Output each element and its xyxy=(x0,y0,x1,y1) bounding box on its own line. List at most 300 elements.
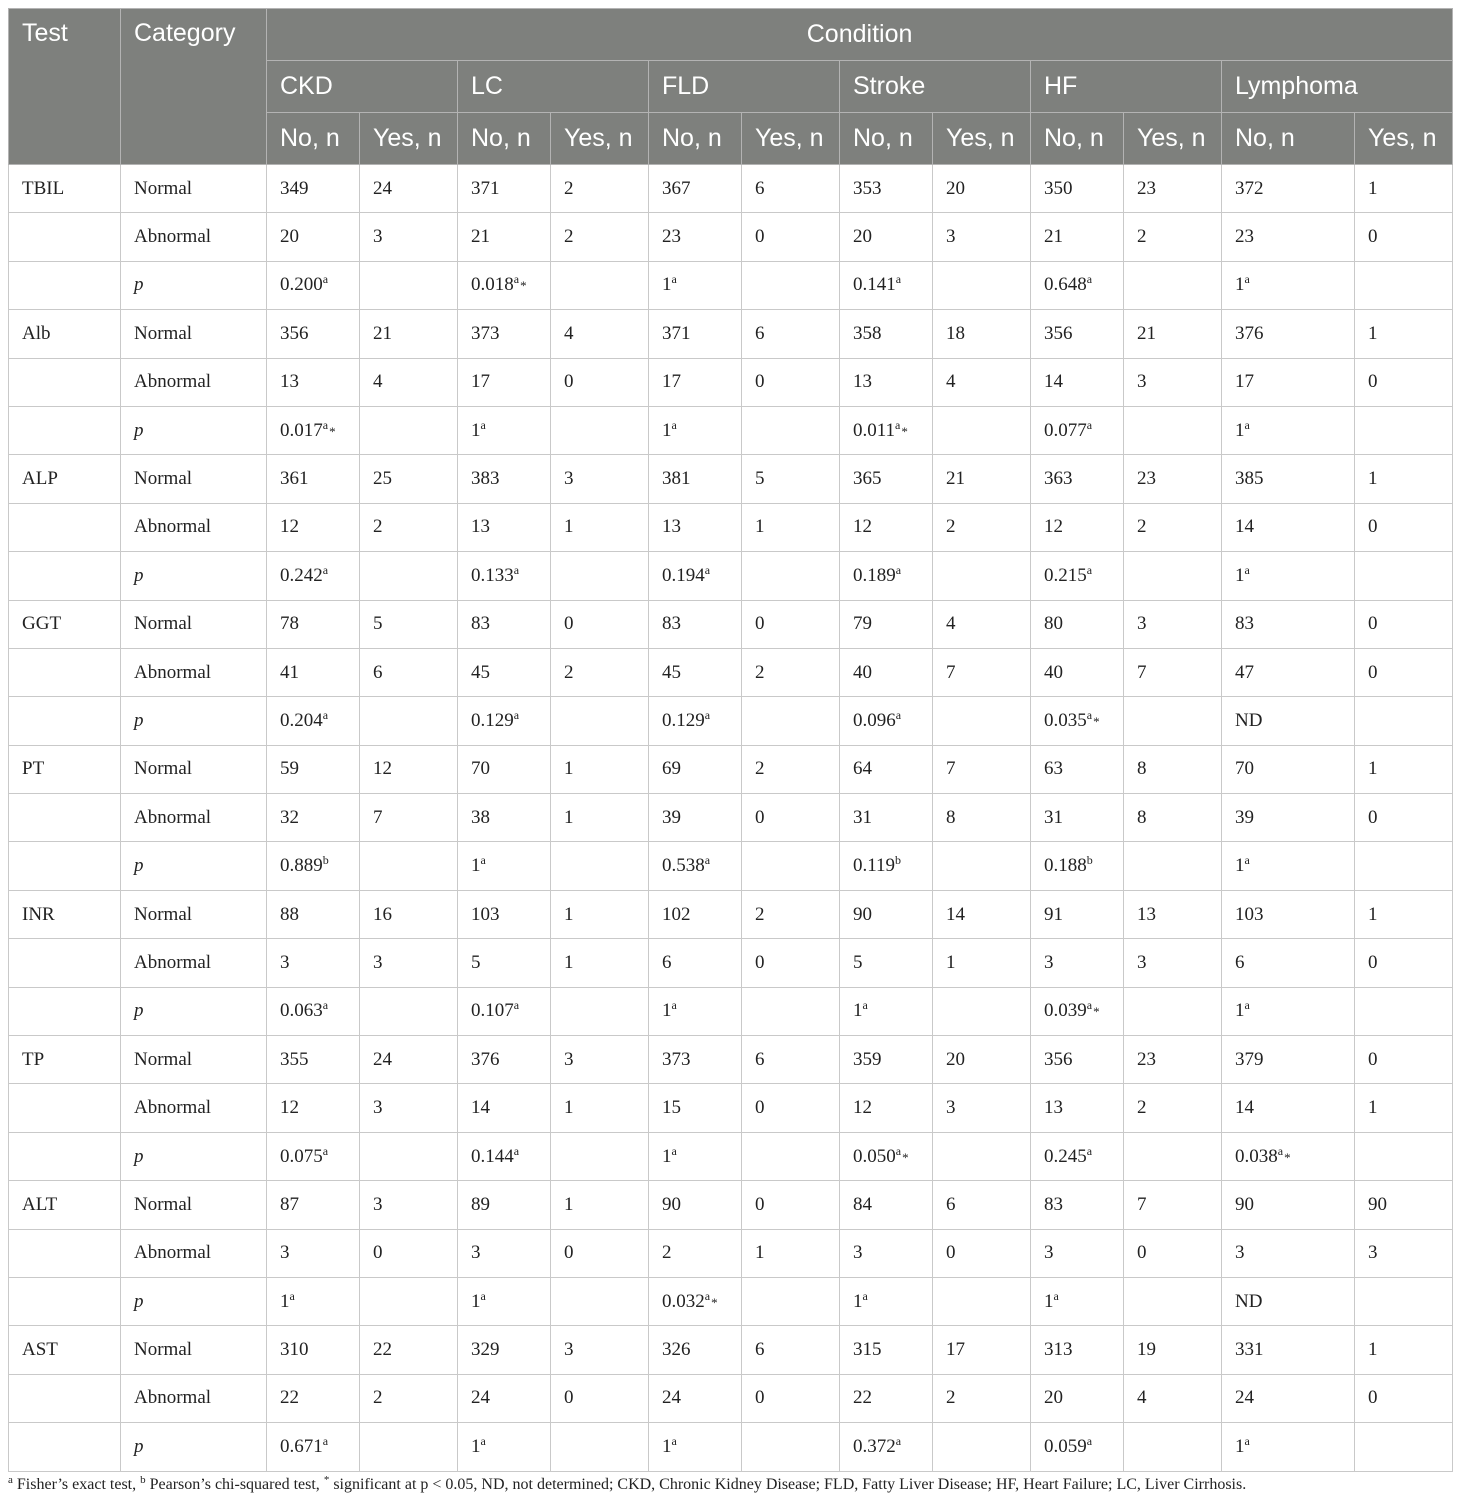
cell-value xyxy=(840,1132,933,1180)
cell-value xyxy=(360,939,458,987)
cell-category: Normal xyxy=(121,1181,267,1229)
cell-value xyxy=(840,213,933,261)
cell-category: p xyxy=(121,1423,267,1471)
cell-value xyxy=(360,794,458,842)
cell-value xyxy=(1124,600,1222,648)
cell-value xyxy=(1031,213,1124,261)
value-text: 3 xyxy=(280,951,290,973)
cell-category: Abnormal xyxy=(121,648,267,696)
cell-value xyxy=(742,842,840,890)
table-row xyxy=(9,358,1453,406)
value-text: 2 xyxy=(662,1242,672,1264)
cell-category: p xyxy=(121,1132,267,1180)
cell-value xyxy=(742,1277,840,1325)
cell-value xyxy=(1031,165,1124,213)
value-text: 0.035 xyxy=(1044,709,1087,731)
cell-value xyxy=(840,1277,933,1325)
cell-value xyxy=(1355,987,1453,1035)
value-text: 5 xyxy=(471,951,481,973)
header-no: No, n xyxy=(1222,113,1355,165)
cell-value xyxy=(742,165,840,213)
cell-value xyxy=(649,1374,742,1422)
value-text: 3 xyxy=(373,951,383,973)
value-text: 13 xyxy=(280,371,299,393)
cell-value xyxy=(551,1374,649,1422)
cell-value xyxy=(742,648,840,696)
value-text: 0 xyxy=(564,613,574,635)
value-text: 0 xyxy=(755,371,765,393)
cell-value xyxy=(933,165,1031,213)
value-text: 1 xyxy=(564,1193,574,1215)
footnote-superscript: a xyxy=(704,562,711,577)
cell-value xyxy=(933,406,1031,454)
cell-value xyxy=(458,697,551,745)
value-text: 1 xyxy=(662,274,672,296)
value-text: 39 xyxy=(662,806,681,828)
cell-category: Normal xyxy=(121,1036,267,1084)
cell-value xyxy=(458,503,551,551)
footnote-superscript: a xyxy=(895,272,902,287)
cell-test: INR xyxy=(9,890,121,938)
header-condition-fld: FLD xyxy=(649,61,840,113)
cell-value xyxy=(1031,842,1124,890)
cell-value xyxy=(840,1423,933,1471)
cell-value xyxy=(458,794,551,842)
cell-test: AST xyxy=(9,1326,121,1374)
footnote-superscript: a xyxy=(322,998,329,1013)
value-text: 84 xyxy=(853,1193,872,1215)
footnote-superscript: a xyxy=(1244,272,1250,287)
cell-value xyxy=(1355,745,1453,793)
cell-value xyxy=(551,1084,649,1132)
value-text: 0.648 xyxy=(1044,274,1087,296)
footnote-superscript: a xyxy=(1086,417,1093,432)
value-text: 371 xyxy=(662,322,691,344)
cell-value xyxy=(933,697,1031,745)
value-text: 22 xyxy=(280,1387,299,1409)
value-text: 373 xyxy=(471,322,500,344)
cell-value xyxy=(1031,1132,1124,1180)
cell-value xyxy=(742,697,840,745)
value-text: 1 xyxy=(1235,1000,1245,1022)
value-text: 83 xyxy=(1044,1193,1063,1215)
header-no: No, n xyxy=(840,113,933,165)
cell-test xyxy=(9,987,121,1035)
value-text: 103 xyxy=(471,903,500,925)
cell-value xyxy=(1222,600,1355,648)
cell-test: ALP xyxy=(9,455,121,503)
cell-value xyxy=(1355,1229,1453,1277)
value-text: 0 xyxy=(373,1242,383,1264)
value-text: 356 xyxy=(1044,1048,1073,1070)
footnote-superscript: a xyxy=(895,1433,902,1448)
footnote-text-b: Pearson’s chi-squared test, xyxy=(145,1476,324,1493)
value-text: 361 xyxy=(280,468,309,490)
value-text: 1 xyxy=(1368,1339,1378,1361)
cell-value xyxy=(649,455,742,503)
cell-test xyxy=(9,794,121,842)
value-text: 7 xyxy=(946,758,956,780)
cell-value xyxy=(649,600,742,648)
cell-value xyxy=(1031,1374,1124,1422)
value-text: 1 xyxy=(1044,1290,1054,1312)
table-row xyxy=(9,1132,1453,1180)
cell-value xyxy=(933,600,1031,648)
cell-value xyxy=(360,1181,458,1229)
cell-value xyxy=(458,552,551,600)
cell-value xyxy=(1222,697,1355,745)
cell-test xyxy=(9,1229,121,1277)
table-row xyxy=(9,1423,1453,1471)
cell-value xyxy=(1031,794,1124,842)
value-text: 0.245 xyxy=(1044,1145,1087,1167)
cell-value xyxy=(1124,794,1222,842)
value-text: 21 xyxy=(946,468,965,490)
value-text: 1 xyxy=(1235,274,1245,296)
value-text: 41 xyxy=(280,661,299,683)
footnote-text-rest: significant at p < 0.05, ND, not determined; CKD, Chronic Kidney Disease; FLD, Fatty Liver Disease; HF, Heart Failure; LC, Liver Cirrhosis. xyxy=(329,1476,1247,1493)
cell-value xyxy=(1124,697,1222,745)
cell-value xyxy=(1031,1423,1124,1471)
footnote-superscript: a xyxy=(322,1433,329,1448)
cell-value xyxy=(1124,842,1222,890)
footnote-superscript: b xyxy=(895,853,902,868)
value-text: 3 xyxy=(1137,371,1147,393)
value-text: 0 xyxy=(946,1242,956,1264)
value-text: 1 xyxy=(853,1290,863,1312)
value-text: 0.129 xyxy=(662,709,705,731)
cell-value xyxy=(458,1326,551,1374)
value-text: 21 xyxy=(1137,322,1156,344)
cell-category: p xyxy=(121,552,267,600)
footnote-superscript: a xyxy=(322,1143,329,1158)
table-body xyxy=(9,165,1453,1472)
value-text: 3 xyxy=(471,1242,481,1264)
cell-value xyxy=(742,600,840,648)
value-text: 0.194 xyxy=(662,564,705,586)
cell-value xyxy=(649,358,742,406)
table-row xyxy=(9,552,1453,600)
value-text: 1 xyxy=(1368,903,1378,925)
cell-value xyxy=(840,406,933,454)
cell-value xyxy=(649,552,742,600)
cell-value xyxy=(458,1423,551,1471)
value-text: 0.242 xyxy=(280,564,323,586)
value-text: 1 xyxy=(1235,1435,1245,1457)
cell-value xyxy=(360,165,458,213)
cell-value xyxy=(267,358,360,406)
value-text: 0.039 xyxy=(1044,1000,1087,1022)
value-text: 0.129 xyxy=(471,709,514,731)
cell-category: Normal xyxy=(121,890,267,938)
value-text: 331 xyxy=(1235,1339,1264,1361)
cell-value xyxy=(649,310,742,358)
cell-value xyxy=(360,842,458,890)
table-row xyxy=(9,794,1453,842)
value-text: ND xyxy=(1235,709,1263,731)
cell-value xyxy=(1031,406,1124,454)
value-text: 90 xyxy=(1235,1193,1254,1215)
value-text: 7 xyxy=(1137,1193,1147,1215)
cell-value xyxy=(742,455,840,503)
cell-value xyxy=(1031,1326,1124,1374)
cell-value xyxy=(742,1181,840,1229)
cell-value xyxy=(1124,261,1222,309)
cell-value xyxy=(551,213,649,261)
cell-value xyxy=(742,552,840,600)
cell-value xyxy=(840,455,933,503)
cell-value xyxy=(551,697,649,745)
table-row xyxy=(9,697,1453,745)
cell-value xyxy=(649,1084,742,1132)
value-text: 1 xyxy=(564,516,574,538)
header-no: No, n xyxy=(458,113,551,165)
cell-value xyxy=(933,1181,1031,1229)
cell-value xyxy=(360,261,458,309)
cell-test xyxy=(9,1423,121,1471)
value-text: 90 xyxy=(1368,1193,1387,1215)
cell-value xyxy=(551,1277,649,1325)
cell-value xyxy=(551,552,649,600)
cell-value xyxy=(458,406,551,454)
cell-value xyxy=(1124,1036,1222,1084)
value-text: 1 xyxy=(755,516,765,538)
value-text: 38 xyxy=(471,806,490,828)
cell-value xyxy=(551,455,649,503)
value-text: 6 xyxy=(755,1339,765,1361)
value-text: 1 xyxy=(471,1435,481,1457)
value-text: 17 xyxy=(662,371,681,393)
value-text: 3 xyxy=(853,1242,863,1264)
footnote-superscript: a xyxy=(322,272,329,287)
cell-test xyxy=(9,1277,121,1325)
cell-value xyxy=(742,1036,840,1084)
cell-value xyxy=(1355,939,1453,987)
cell-value xyxy=(1031,552,1124,600)
header-no: No, n xyxy=(1031,113,1124,165)
cell-value xyxy=(267,1084,360,1132)
cell-test xyxy=(9,552,121,600)
cell-test: ALT xyxy=(9,1181,121,1229)
header-no: No, n xyxy=(649,113,742,165)
value-text: 0.050 xyxy=(853,1145,896,1167)
cell-test xyxy=(9,213,121,261)
cell-value xyxy=(1355,1423,1453,1471)
cell-value xyxy=(1222,1374,1355,1422)
cell-value xyxy=(458,213,551,261)
cell-category: p xyxy=(121,261,267,309)
value-text: 6 xyxy=(755,1048,765,1070)
cell-test xyxy=(9,939,121,987)
value-text: 0.538 xyxy=(662,855,705,877)
value-text: 0 xyxy=(564,1242,574,1264)
value-text: 0.671 xyxy=(280,1435,323,1457)
value-text: 45 xyxy=(471,661,490,683)
cell-value xyxy=(1222,842,1355,890)
cell-category: Normal xyxy=(121,455,267,503)
header-test: Test xyxy=(9,9,121,165)
value-text: 6 xyxy=(946,1193,956,1215)
cell-value xyxy=(742,1374,840,1422)
cell-value xyxy=(933,1036,1031,1084)
cell-value xyxy=(1031,1084,1124,1132)
footnote-superscript: a xyxy=(1244,1433,1250,1448)
cell-test: Alb xyxy=(9,310,121,358)
significance-star: * xyxy=(1284,1149,1291,1165)
value-text: 0 xyxy=(564,1387,574,1409)
cell-value xyxy=(933,310,1031,358)
cell-value xyxy=(1031,939,1124,987)
value-text: 14 xyxy=(1235,1097,1254,1119)
header-yes: Yes, n xyxy=(1124,113,1222,165)
value-text: 1 xyxy=(471,419,481,441)
table-row xyxy=(9,406,1453,454)
cell-value xyxy=(1355,1374,1453,1422)
value-text: 313 xyxy=(1044,1339,1073,1361)
cell-value xyxy=(840,842,933,890)
value-text: 1 xyxy=(564,1097,574,1119)
value-text: 6 xyxy=(755,177,765,199)
value-text: 22 xyxy=(373,1339,392,1361)
value-text: 2 xyxy=(755,758,765,780)
value-text: 0 xyxy=(1368,371,1378,393)
footnote-superscript: a xyxy=(513,998,520,1013)
cell-value xyxy=(1124,1326,1222,1374)
value-text: 0.189 xyxy=(853,564,896,586)
cell-value xyxy=(840,648,933,696)
value-text: 1 xyxy=(755,1242,765,1264)
cell-value xyxy=(267,261,360,309)
cell-value xyxy=(742,310,840,358)
cell-test xyxy=(9,406,121,454)
value-text: 7 xyxy=(373,806,383,828)
cell-value xyxy=(458,358,551,406)
cell-value xyxy=(267,697,360,745)
footnote-superscript: a xyxy=(671,1433,677,1448)
footnote-superscript: a xyxy=(671,998,677,1013)
significance-star: * xyxy=(1093,713,1100,729)
cell-value xyxy=(267,213,360,261)
value-text: 89 xyxy=(471,1193,490,1215)
cell-test xyxy=(9,261,121,309)
cell-value xyxy=(1031,600,1124,648)
value-text: 2 xyxy=(946,1387,956,1409)
value-text: 3 xyxy=(1368,1242,1378,1264)
footnote-superscript: a xyxy=(1086,272,1093,287)
cell-value xyxy=(1222,1229,1355,1277)
value-text: 18 xyxy=(946,322,965,344)
value-text: 0.141 xyxy=(853,274,896,296)
value-text: 24 xyxy=(471,1387,490,1409)
value-text: 1 xyxy=(1235,855,1245,877)
cell-value xyxy=(840,261,933,309)
cell-value xyxy=(1124,1084,1222,1132)
table-row xyxy=(9,1181,1453,1229)
cell-value xyxy=(933,358,1031,406)
footnote-superscript: a xyxy=(1244,562,1250,577)
cell-value xyxy=(1031,1277,1124,1325)
value-text: 23 xyxy=(1235,226,1254,248)
value-text: 45 xyxy=(662,661,681,683)
table-row xyxy=(9,890,1453,938)
cell-value xyxy=(458,600,551,648)
cell-value xyxy=(649,1423,742,1471)
footnote-superscript: a xyxy=(1086,998,1093,1013)
value-text: 359 xyxy=(853,1048,882,1070)
cell-value xyxy=(840,794,933,842)
cell-value xyxy=(933,261,1031,309)
cell-value xyxy=(1355,1084,1453,1132)
value-text: 1 xyxy=(471,1290,481,1312)
value-text: 23 xyxy=(662,226,681,248)
value-text: 12 xyxy=(373,758,392,780)
cell-value xyxy=(1355,890,1453,938)
table-row xyxy=(9,842,1453,890)
cell-value xyxy=(1124,1423,1222,1471)
header-yes: Yes, n xyxy=(1355,113,1453,165)
cell-value xyxy=(742,213,840,261)
value-text: 376 xyxy=(471,1048,500,1070)
cell-value xyxy=(1355,406,1453,454)
cell-value xyxy=(840,552,933,600)
cell-value xyxy=(551,987,649,1035)
cell-value xyxy=(551,358,649,406)
header-condition-hf: HF xyxy=(1031,61,1222,113)
value-text: 20 xyxy=(853,226,872,248)
value-text: 4 xyxy=(1137,1387,1147,1409)
cell-test: TBIL xyxy=(9,165,121,213)
table-row xyxy=(9,1374,1453,1422)
cell-value xyxy=(1355,213,1453,261)
cell-value xyxy=(458,1036,551,1084)
cell-value xyxy=(1124,406,1222,454)
cell-value xyxy=(551,794,649,842)
footnote-superscript: a xyxy=(1244,417,1250,432)
value-text: 3 xyxy=(946,226,956,248)
cell-value xyxy=(551,648,649,696)
value-text: 0.075 xyxy=(280,1145,323,1167)
cell-value xyxy=(1222,1036,1355,1084)
value-text: 24 xyxy=(373,177,392,199)
significance-star: * xyxy=(329,423,336,439)
cell-test xyxy=(9,697,121,745)
table-footnote xyxy=(8,1476,1452,1494)
cell-value xyxy=(933,552,1031,600)
value-text: 12 xyxy=(280,516,299,538)
footnote-text-a: Fisher’s exact test, xyxy=(12,1476,141,1493)
value-text: 3 xyxy=(373,1097,383,1119)
cell-value xyxy=(649,503,742,551)
cell-value xyxy=(1124,310,1222,358)
cell-value xyxy=(360,1036,458,1084)
cell-test xyxy=(9,358,121,406)
cell-value xyxy=(1222,1277,1355,1325)
cell-value xyxy=(551,165,649,213)
cell-value xyxy=(840,1374,933,1422)
value-text: 3 xyxy=(564,468,574,490)
value-text: 63 xyxy=(1044,758,1063,780)
cell-category: Abnormal xyxy=(121,794,267,842)
value-text: 3 xyxy=(373,1193,383,1215)
value-text: 0.889 xyxy=(280,855,323,877)
cell-value xyxy=(1031,358,1124,406)
cell-value xyxy=(267,1423,360,1471)
cell-value xyxy=(742,1326,840,1374)
cell-value xyxy=(267,165,360,213)
footnote-superscript: a xyxy=(1053,1288,1059,1303)
cell-value xyxy=(840,745,933,793)
value-text: 0.032 xyxy=(662,1290,705,1312)
